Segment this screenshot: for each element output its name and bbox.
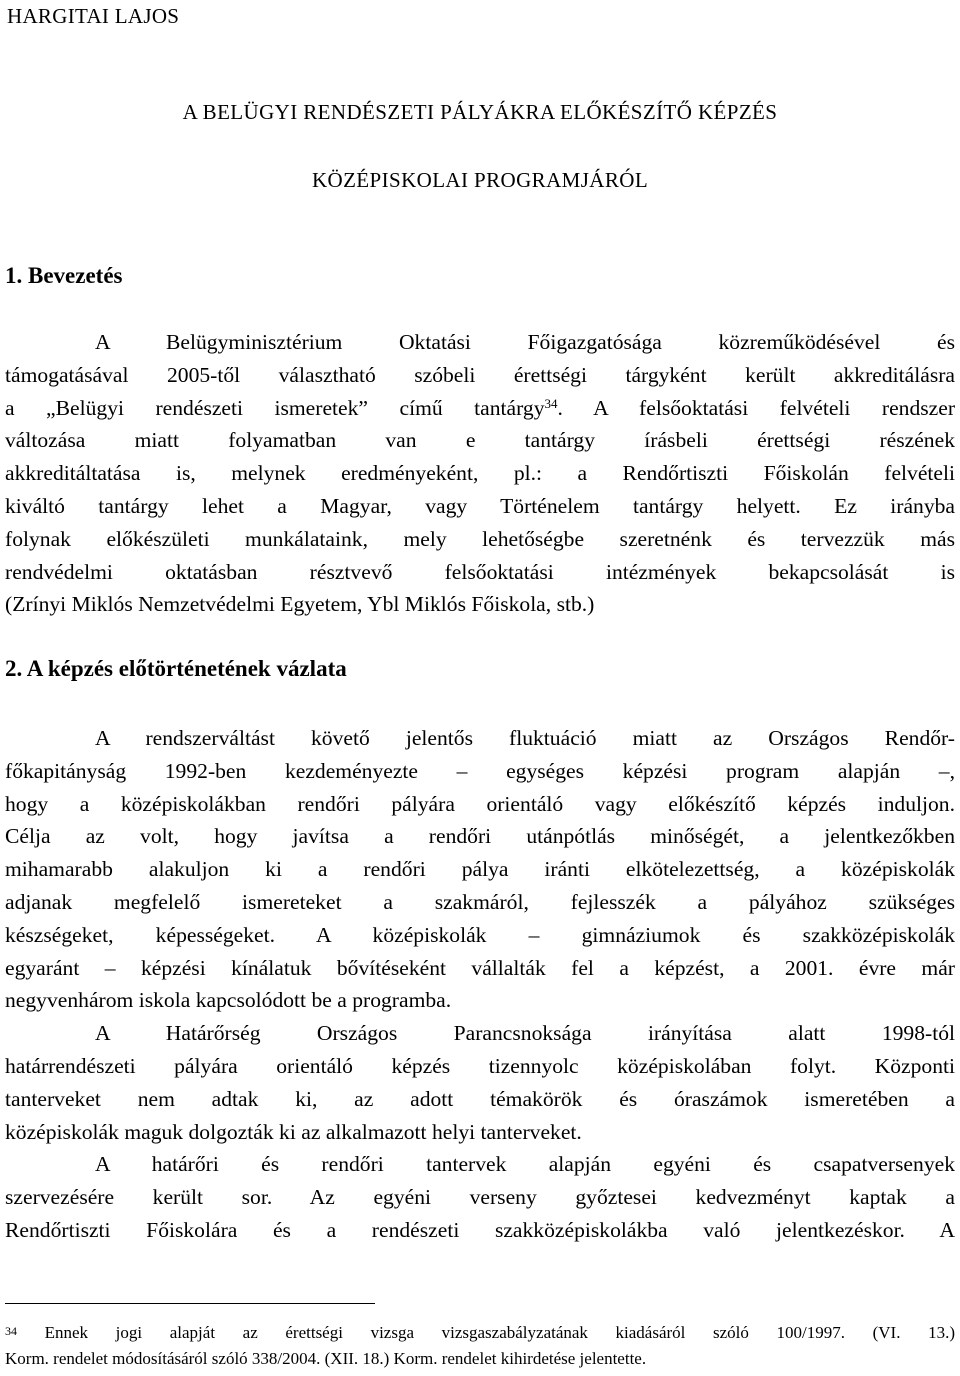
footnote-reference[interactable]: 34 — [544, 395, 558, 411]
text-line — [5, 1320, 955, 1346]
text-line: hogy a középiskolákban rendőri pályára orientáló vagy előkészítő képzés induljon. — [5, 791, 955, 816]
text-line: A Belügyminisztérium Oktatási Főigazgatósága közreműködésével és — [95, 330, 955, 354]
text-line: támogatásával 2005-től választható szóbeli érettségi tárgyként került akkreditálásra — [5, 362, 955, 387]
text-line: főkapitányság 1992-ben kezdeményezte – egységes képzési program alapján –, — [5, 758, 955, 783]
text-line: rendvédelmi oktatásban résztvevő felsőoktatási intézmények bekapcsolását is — [5, 559, 955, 584]
paragraph-history — [5, 722, 955, 1247]
text-line: negyvenhárom iskola kapcsolódott be a programba. — [5, 988, 452, 1013]
text-line: A Határőrség Országos Parancsnoksága irányítása alatt 1998-tól — [95, 1021, 955, 1046]
text-line: adjanak megfelelő ismereteket a szakmáról, fejlesszék a pályához szükséges — [5, 889, 955, 914]
text-line: Célja az volt, hogy javítsa a rendőri utánpótlás minőségét, a jelentkezőkben — [5, 824, 955, 849]
author-name: HARGITAI LAJOS — [7, 4, 180, 28]
text-line: Rendőrtiszti Főiskolára és a rendészeti szakközépiskolákba való jelentkezéskor. A — [5, 1217, 955, 1242]
text-line: változása miatt folyamatban van e tantárgy írásbeli érettségi részének — [5, 428, 955, 453]
document-title: A BELÜGYI RENDÉSZETI PÁLYÁKRA ELŐKÉSZÍTŐ KÉPZÉS — [182, 100, 778, 124]
text-fragment: a „Belügyi rendészeti ismeretek” című tantárgy — [5, 395, 545, 420]
text-line: Korm. rendelet módosításáról szóló 338/2004. (XII. 18.) Korm. rendelet kihirdetése jelentette. — [5, 1349, 647, 1368]
text-line: készségeket, képességeket. A középiskolák – gimnáziumok és szakközépiskolák — [5, 922, 955, 947]
footnote-divider — [5, 1303, 375, 1304]
text-line: kiváltó tantárgy lehet a Magyar, vagy Történelem tantárgy helyett. Ez irányba — [5, 493, 955, 518]
text-fragment: . A felsőoktatási felvételi rendszer — [557, 395, 956, 420]
text-line — [5, 392, 955, 425]
text-line: (Zrínyi Miklós Nemzetvédelmi Egyetem, Ybl Miklós Főiskola, stb.) — [5, 592, 595, 617]
text-line: akkreditáltatása is, melynek eredményeként, pl.: a Rendőrtiszti Főiskolán felvételi — [5, 461, 955, 486]
document-title-line2: KÖZÉPISKOLAI PROGRAMJÁRÓL — [311, 168, 649, 192]
text-line: tanterveket nem adtak ki, az adott témakörök és óraszámok ismeretében a — [5, 1086, 955, 1111]
text-line: szervezésére került sor. Az egyéni verseny győztesei kedvezményt kaptak a — [5, 1185, 955, 1210]
text-line: egyaránt – képzési kínálatuk bővítéseként vállalták fel a képzést, a 2001. évre már — [5, 955, 955, 980]
text-line: mihamarabb alakuljon ki a rendőri pálya iránti elkötelezettség, a középiskolák — [5, 857, 955, 882]
text-line: középiskolák maguk dolgozták ki az alkalmazott helyi tanterveket. — [5, 1119, 582, 1144]
text-line: A határőri és rendőri tantervek alapján egyéni és csapatversenyek — [95, 1152, 955, 1177]
text-line: A rendszerváltást követő jelentős fluktuáció miatt az Országos Rendőr- — [95, 726, 955, 750]
section-heading-history: 2. A képzés előtörténetének vázlata — [5, 656, 347, 681]
text-fragment: Ennek jogi alapját az érettségi vizsga vizsgaszabályzatának kiadásáról szóló 100/1997. (VI. 13.) — [17, 1323, 955, 1342]
text-line: határrendészeti pályára orientáló képzés tizennyolc középiskolában folyt. Központi — [5, 1053, 955, 1078]
section-heading-introduction: 1. Bevezetés — [5, 263, 123, 288]
footnote — [5, 1320, 955, 1372]
paragraph-introduction — [5, 326, 955, 621]
text-line: folynak előkészületi munkálataink, mely lehetőségbe szeretnénk és tervezzük más — [5, 526, 955, 551]
footnote-mark: 34 — [5, 1324, 17, 1338]
